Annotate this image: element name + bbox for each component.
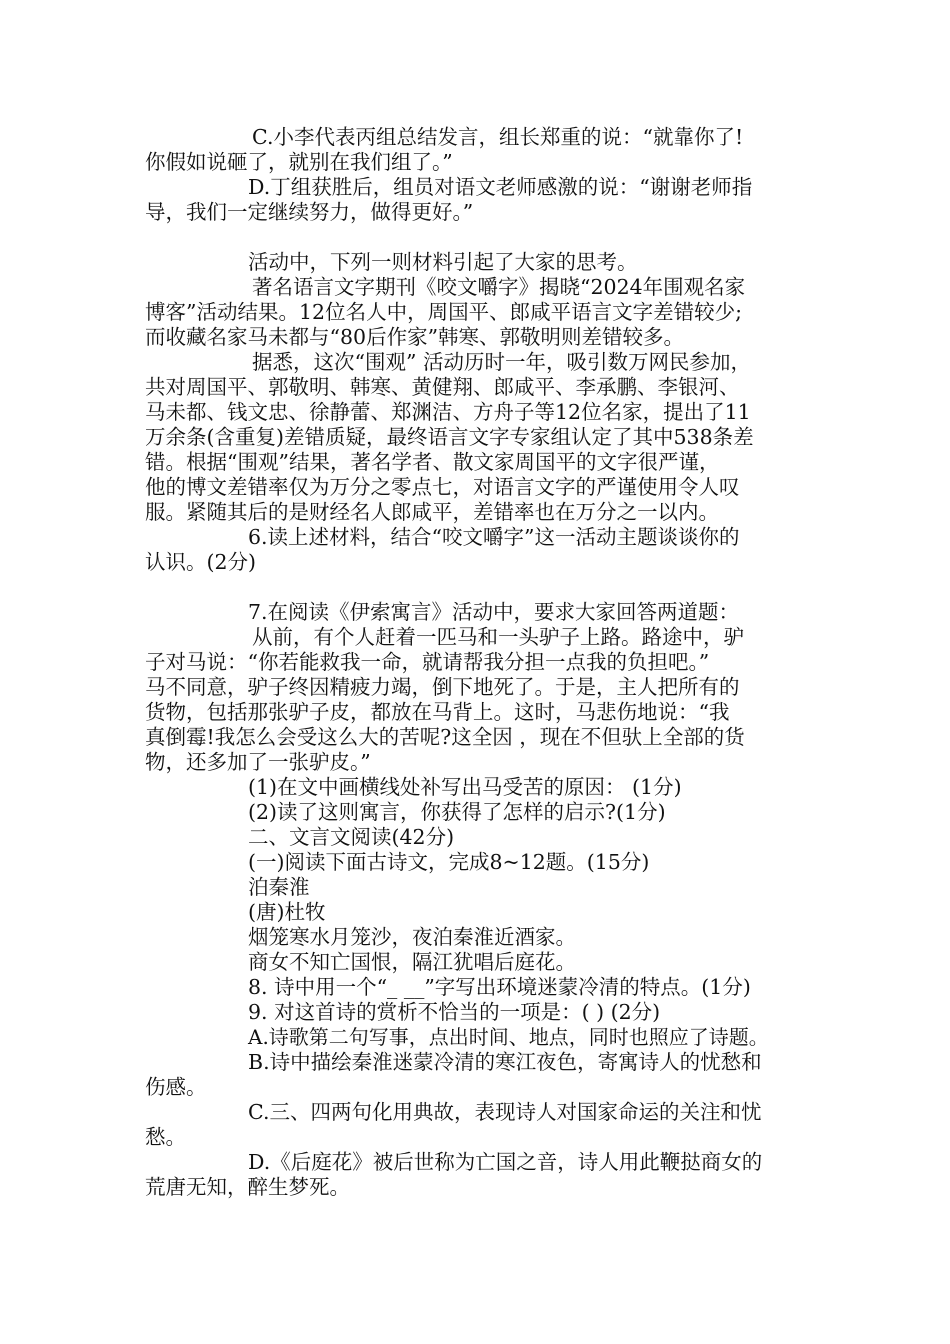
question7-intro: 7.在阅读《伊索寓言》活动中，要求大家回答两道题： [248,600,740,624]
activity-intro: 活动中，下列一则材料引起了大家的思考。 [248,250,638,274]
fable-line4: 货物，包括那张驴子皮，都放在马背上。这时，马悲伤地说：“我 [145,700,730,724]
material-p2-line5: 错。根据“围观”结果，著名学者、散文家周国平的文字很严谨， [145,450,720,474]
question6-line1: 6.读上述材料，结合“咬文嚼字”这一活动主题谈谈你的 [248,525,740,549]
material-p2-line1: 据悉，这次“围观” 活动历时一年，吸引数万网民参加， [252,350,751,374]
option-d-line2: 导，我们一定继续努力，做得更好。” [145,200,474,224]
material-p1-line3: 而收藏名家马未都与“80后作家”韩寒、郭敬明则差错较多。 [145,325,685,349]
section2-title: 二、文言文阅读(42分) [248,825,455,849]
part1-title: (一)阅读下面古诗文，完成8~12题。(15分) [248,850,650,874]
q9-option-b-line1: B.诗中描绘秦淮迷蒙冷清的寒江夜色，寄寓诗人的忧愁和 [248,1050,762,1074]
fable-line3: 马不同意，驴子终因精疲力竭，倒下地死了。于是，主人把所有的 [145,675,740,699]
question6-line2: 认识。(2分) [145,550,257,574]
material-p2-line6: 他的博文差错率仅为万分之零点七，对语言文字的严谨使用令人叹 [145,475,740,499]
material-p2-line4: 万余条(含重复)差错质疑，最终语言文字专家组认定了其中538条差 [145,425,754,449]
question9: 9. 对这首诗的赏析不恰当的一项是：( ) (2分) [248,1000,661,1024]
option-c-line2: 你假如说砸了，就别在我们组了。” [145,150,453,174]
material-p2-line7: 服。紧随其后的是财经名人郎咸平，差错率也在万分之一以内。 [145,500,719,524]
fable-line5: 真倒霉!我怎么会受这么大的苦呢?这全因 ，现在不但驮上全部的货 [145,725,745,749]
poem-line1: 烟笼寒水月笼沙，夜泊秦淮近酒家。 [248,925,576,949]
question7-sub1: (1)在文中画横线处补写出马受苦的原因： (1分) [248,775,682,799]
material-p2-line2: 共对周国平、郭敬明、韩寒、黄健翔、郎咸平、李承鹏、李银河、 [145,375,740,399]
fable-line1: 从前，有个人赶着一匹马和一头驴子上路。路途中，驴 [252,625,744,649]
poem-author: (唐)杜牧 [248,900,326,924]
option-d-line1: D.丁组获胜后，组员对语文老师感激的说：“谢谢老师指 [248,175,753,199]
q9-option-d-line2: 荒唐无知，醉生梦死。 [145,1175,350,1199]
q9-option-a: A.诗歌第二句写事，点出时间、地点，同时也照应了诗题。 [248,1025,769,1049]
poem-title: 泊秦淮 [248,875,310,899]
material-p1-line1: 著名语言文字期刊《咬文嚼字》揭晓“2024年围观名家 [252,275,746,299]
option-c-line1: C.小李代表丙组总结发言，组长郑重的说：“就靠你了! [252,125,744,149]
poem-line2: 商女不知亡国恨，隔江犹唱后庭花。 [248,950,576,974]
q9-option-c-line2: 愁。 [145,1125,186,1149]
question8: 8. 诗中用一个“_ __”字写出环境迷蒙冷清的特点。(1分) [248,975,751,999]
fable-line6: 物，还多加了一张驴皮。” [145,750,371,774]
q9-option-b-line2: 伤感。 [145,1075,207,1099]
material-p2-line3: 马未都、钱文忠、徐静蕾、郑渊洁、方舟子等12位名家，提出了11 [145,400,751,424]
question7-sub2: (2)读了这则寓言，你获得了怎样的启示?(1分) [248,800,666,824]
material-p1-line2: 博客”活动结果。12位名人中，周国平、郎咸平语言文字差错较少; [145,300,742,324]
q9-option-d-line1: D.《后庭花》被后世称为亡国之音，诗人用此鞭挞商女的 [248,1150,763,1174]
q9-option-c-line1: C.三、四两句化用典故，表现诗人对国家命运的关注和忧 [248,1100,762,1124]
fable-line2: 子对马说：“你若能救我一命，就请帮我分担一点我的负担吧。” [145,650,710,674]
